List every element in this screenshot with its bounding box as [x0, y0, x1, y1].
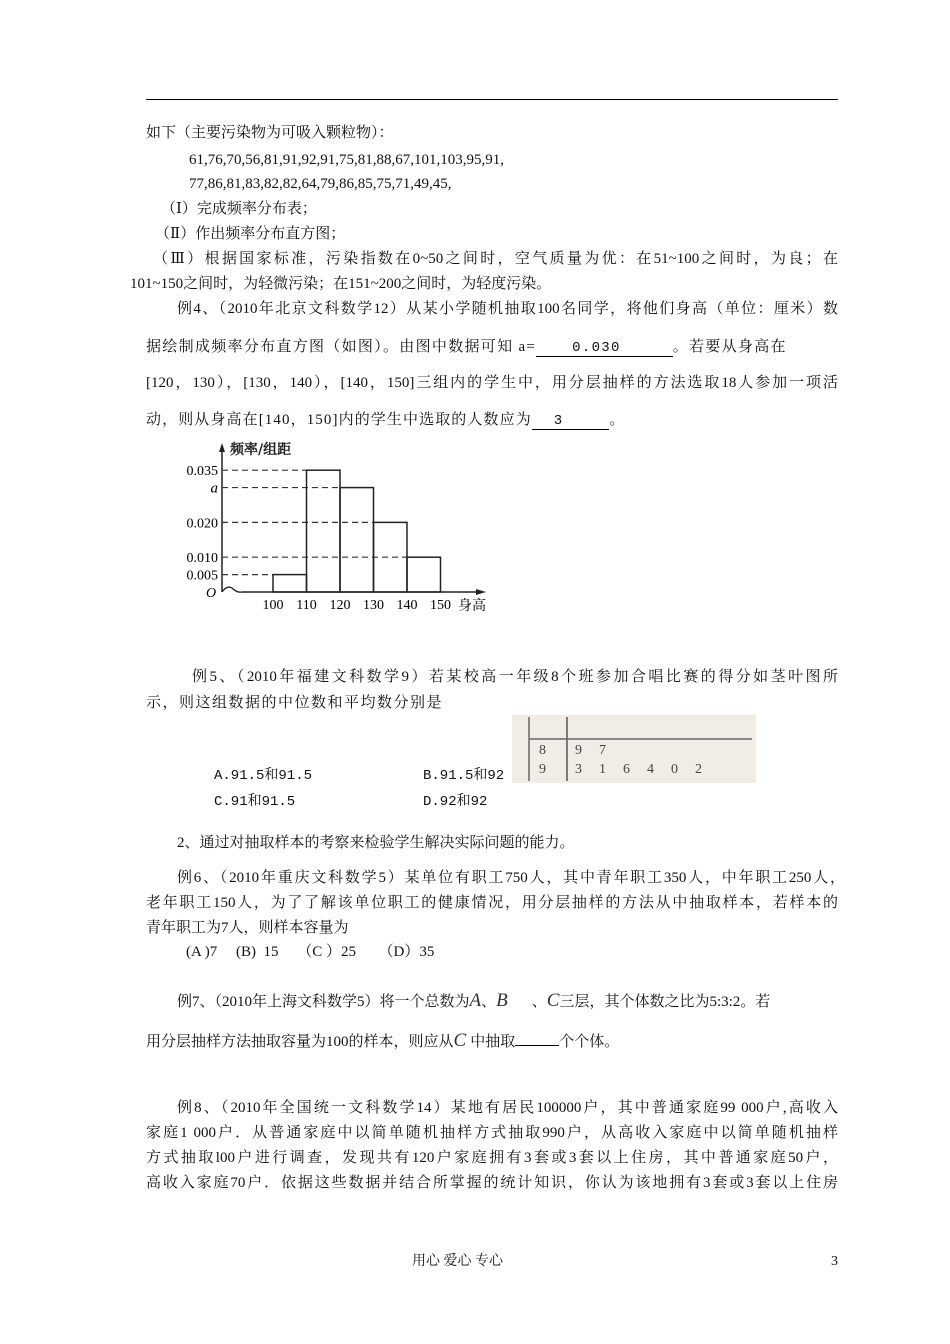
var-a: A [469, 990, 482, 1011]
x-tick-label: 100 [262, 598, 284, 613]
task-2: （Ⅱ）作出频率分布直方图； [155, 226, 346, 242]
histogram-chart [170, 438, 510, 618]
histogram-bar [407, 557, 441, 592]
x-tick-label: 120 [329, 598, 351, 613]
leaf: 6 [623, 762, 630, 777]
data-line-2: 77,86,81,83,82,82,64,79,86,85,75,71,49,45, [189, 176, 452, 192]
leaf: 7 [599, 743, 606, 758]
example-4-line-2 [146, 337, 787, 357]
x-axis-arrow-icon [476, 589, 486, 595]
data-line-1: 61,76,70,56,81,91,92,91,75,81,88,67,101,103,95,91, [189, 152, 504, 168]
histogram-bar [374, 522, 408, 592]
x-tick-label: 130 [363, 598, 384, 613]
leaf: 0 [671, 762, 678, 777]
header-rule [146, 99, 838, 100]
text: 据绘制成频率分布直方图（如图）。由图中数据可知 a= [146, 339, 537, 355]
example-5-line-1: 例5、（2010年福建文科数学9）若某校高一年级8个班参加合唱比赛的得分如茎叶图所 [192, 669, 838, 685]
leaf: 2 [695, 762, 702, 777]
example-7-line-2 [146, 1029, 619, 1052]
text: 。若要从身高在 [672, 339, 787, 355]
example-6-line-3: 青年职工为7人，则样本容量为 [146, 920, 349, 936]
example-6-options: (A )7 (B) 15 （C ）25 （D）35 [186, 944, 435, 960]
axis-break-icon [222, 587, 242, 592]
sep: 、 [481, 994, 497, 1010]
text: 。 [609, 412, 626, 428]
page-number: 3 [831, 1254, 838, 1269]
var-b: B [496, 990, 508, 1011]
x-tick-label: 150 [430, 598, 451, 613]
x-tick-label: 110 [296, 598, 317, 613]
text: 例7、（2010年上海文科数学5）将一个总数为 [177, 994, 470, 1010]
example-6-line-1: 例6、（2010年重庆文科数学5）某单位有职工750人，其中青年职工350人，中年职工250人， [177, 870, 845, 886]
stem: 9 [539, 762, 546, 777]
example-5-line-2: 示，则这组数据的中位数和平均数分别是 [146, 695, 444, 711]
leaf: 4 [647, 762, 654, 777]
example-4-line-1: 例4、（2010年北京文科数学12）从某小学随机抽取100名同学，将他们身高（单位：厘米）数 [177, 301, 838, 317]
text: 个个体。 [559, 1034, 620, 1050]
origin-label: O [206, 586, 217, 601]
text: 中抽取 [470, 1034, 516, 1050]
y-tick-label: 0.035 [186, 464, 218, 480]
stem: 8 [539, 743, 546, 758]
leaf: 1 [599, 762, 606, 777]
y-axis-label: 频率/组距 [230, 442, 292, 458]
var-c: C [546, 990, 560, 1011]
x-tick-label: 140 [396, 598, 418, 613]
y-axis-arrow-icon [219, 443, 225, 452]
task-3-cont: 101~150之间时，为轻微污染；在151~200之间时，为轻度污染。 [130, 276, 552, 292]
option-b: B.91.5和92 [423, 768, 505, 784]
x-axis-label: 身高 [458, 598, 486, 614]
section-2-heading: 2、通过对抽取样本的考察来检验学生解决实际问题的能力。 [177, 835, 575, 851]
leaf: 9 [575, 743, 582, 758]
leaf: 3 [575, 762, 582, 777]
stem-leaf-plot [512, 715, 756, 783]
task-1: （Ⅰ）完成频率分布表； [161, 201, 317, 217]
y-tick-label: 0.010 [186, 551, 218, 567]
histogram-bar [273, 575, 307, 592]
example-6-line-2: 老年职工150人，为了了解该单位职工的健康情况，用分层抽样的方法从中抽取样本，若样本的 [146, 895, 838, 911]
example-4-line-4 [146, 410, 625, 430]
option-d: D.92和92 [423, 794, 488, 810]
paragraph-intro: 如下（主要污染物为可吸入颗粒物）： [146, 125, 394, 141]
y-tick-label: 0.020 [186, 516, 218, 532]
example-7-line-1 [177, 991, 770, 1012]
example-8-line-3: 方式抽取l00户进行调查，发现共有120户家庭拥有3套或3套以上住房，其中普通家庭50户， [146, 1150, 838, 1166]
answer-a: 0.030 [536, 340, 673, 357]
histogram-bar [307, 470, 341, 592]
var-c: C [453, 1030, 467, 1051]
text: 三层，其个体数之比为5:3:2。若 [559, 994, 771, 1010]
text: 用分层抽样方法抽取容量为100的样本，则应从 [146, 1034, 454, 1050]
y-tick-label: 0.005 [186, 568, 218, 584]
example-8-line-1: 例8、（2010年全国统一文科数学14）某地有居民100000户，其中普通家庭99 000户,高收入 [177, 1100, 838, 1116]
answer-blank [515, 1029, 559, 1046]
footer-motto: 用心 爱心 专心 [412, 1254, 503, 1269]
task-3: （Ⅲ）根据国家标准，污染指数在0~50之间时，空气质量为优：在51~100之间时，为良；在 [153, 251, 838, 267]
example-8-line-2: 家庭1 000户．从普通家庭中以简单随机抽样方式抽取990户，从高收入家庭中以简单随机抽样 [146, 1125, 838, 1141]
option-a: A.91.5和91.5 [214, 768, 313, 784]
example-4-line-3: [120，130），[130，140），[140，150]三组内的学生中，用分层抽样的方法选取18人参加一项活 [146, 375, 838, 391]
y-tick-label: a [210, 480, 218, 497]
sep: 、 [531, 994, 547, 1010]
answer-count: 3 [532, 413, 610, 430]
text: 动，则从身高在[140，150]内的学生中选取的人数应为 [146, 412, 532, 428]
option-c: C.91和91.5 [214, 794, 296, 810]
example-8-line-4: 高收入家庭70户．依据这些数据并结合所掌握的统计知识，你认为该地拥有3套或3套以上住房 [146, 1175, 838, 1191]
histogram-bar [340, 488, 374, 592]
